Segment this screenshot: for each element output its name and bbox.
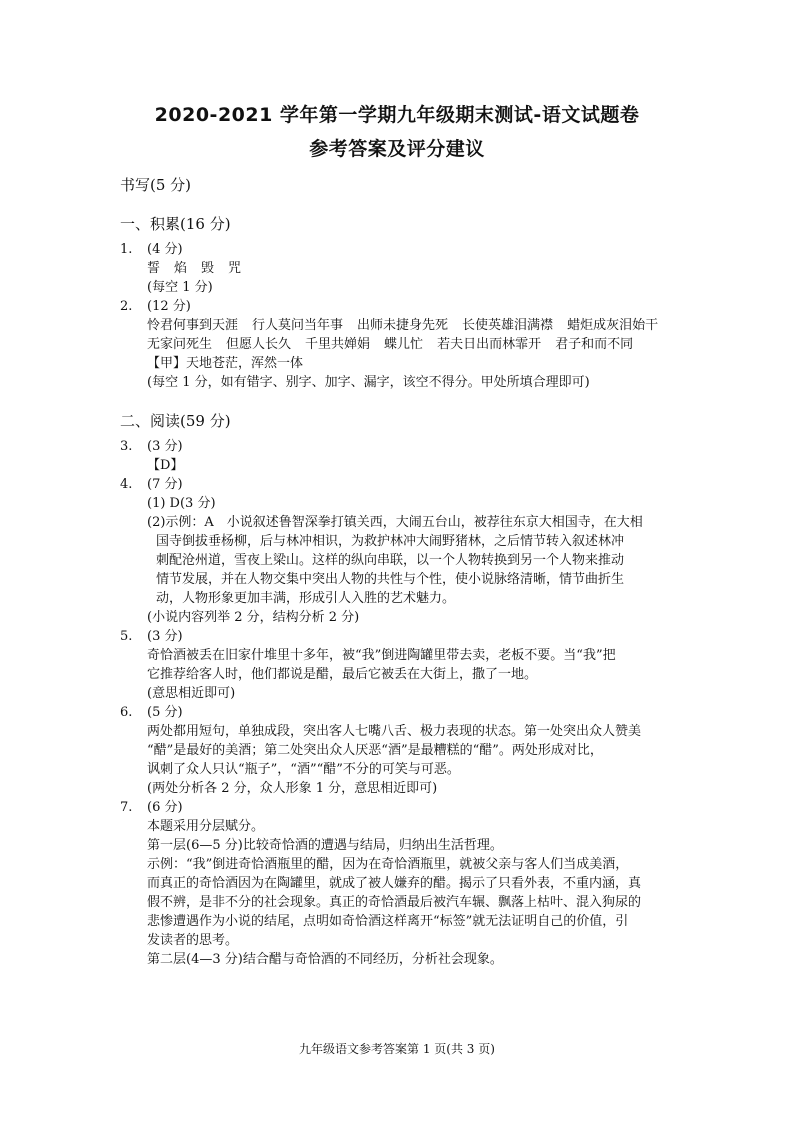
q1-scoring-note: (每空 1 分): [147, 280, 213, 295]
answer-char: 誓: [147, 261, 161, 276]
answer-phrase: 无家问死生: [147, 337, 213, 352]
answer-body: [120, 176, 680, 969]
q2-jia-answer: 【甲】天地苍茫，浑然一体: [147, 356, 304, 371]
q7-answer-line: 本题采用分层赋分。: [147, 819, 265, 834]
answer-char: 焰: [174, 261, 188, 276]
answer-phrase: 君子和而不同: [555, 337, 634, 352]
answer-phrase: 蜡炬成灰泪始干: [567, 318, 659, 333]
q7-answer-line: 而真正的奇恰酒因为在陶罐里，就成了被人嫌弃的醋。揭示了只看外表，不重内涵，真: [147, 876, 642, 891]
answer-char: 咒: [228, 261, 242, 276]
question-number: 3.: [120, 439, 133, 454]
q3-answer: 【D】: [147, 458, 184, 473]
q6-answer-line: 两处都用短句，单独成段，突出客人七嘴八舌、极力表现的状态。第一处突出众人赞美: [147, 724, 642, 739]
q6-answer-line: “醋”是最好的美酒；第二处突出众人厌恶“酒”是最糟糕的“醋”。两处形成对比，: [147, 743, 603, 758]
page-subtitle: 参考答案及评分建议: [309, 138, 485, 160]
answer-phrase: 蝶儿忙: [384, 337, 424, 352]
question-number: 7.: [120, 800, 133, 815]
answer-phrase: 千里共婵娟: [305, 337, 371, 352]
q4-part-2-line: 情节发展，并在人物交集中突出人物的共性与个性，使小说脉络清晰，情节曲折生: [156, 572, 625, 587]
q1-answer-chars: [147, 259, 680, 278]
q7-answer-line: 第一层(6—5 分)比较奇恰酒的遭遇与结局，归纳出生活哲理。: [147, 838, 503, 853]
q6-scoring-note: (两处分析各 2 分，众人形象 1 分，意思相近即可): [147, 781, 438, 796]
question-score: (5 分): [147, 705, 183, 720]
question-number: 6.: [120, 705, 133, 720]
q2-answers-row-1: [147, 316, 680, 335]
q4-part-1: (1) D(3 分): [147, 496, 216, 511]
page-footer: 九年级语文参考答案第 1 页(共 3 页): [299, 1042, 495, 1056]
q4-part-2-line: 国寺倒拔垂杨柳，后与林冲相识，为救护林冲大闹野猪林，之后情节转入叙述林冲: [156, 534, 625, 549]
q7-answer-line: 发读者的思考。: [147, 933, 239, 948]
q6-answer-line: 讽刺了众人只认“瓶子”，“酒”“醋”不分的可笑与可恶。: [147, 762, 460, 777]
question-1: [120, 240, 680, 259]
q2-scoring-note: (每空 1 分，如有错字、别字、加字、漏字，该空不得分。甲处所填合理即可): [147, 375, 590, 390]
question-score: (4 分): [147, 242, 183, 257]
answer-phrase: 怜君何事到天涯: [147, 318, 239, 333]
answer-phrase: 但愿人长久: [226, 337, 292, 352]
question-5: [120, 627, 680, 646]
answer-phrase: 出师未捷身先死: [357, 318, 449, 333]
question-number: 5.: [120, 629, 133, 644]
question-score: (12 分): [147, 299, 191, 314]
q2-answers-row-2: [147, 335, 680, 354]
question-7: [120, 798, 680, 817]
question-number: 1.: [120, 242, 133, 257]
question-number: 2.: [120, 299, 133, 314]
question-score: (3 分): [147, 629, 183, 644]
q4-scoring-note: (小说内容列举 2 分，结构分析 2 分): [147, 610, 360, 625]
question-score: (6 分): [147, 800, 183, 815]
question-3: [120, 437, 680, 456]
q7-answer-line: 第二层(4—3 分)结合醋与奇恰酒的不同经历，分析社会现象。: [147, 952, 503, 967]
answer-phrase: 若夫日出而林霏开: [437, 337, 542, 352]
q7-answer-line: 示例：“我”倒进奇恰酒瓶里的醋，因为在奇恰酒瓶里，就被父亲与客人们当成美酒，: [147, 857, 629, 872]
q7-answer-line: 悲惨遭遇作为小说的结尾，点明如奇恰酒这样离开“标签”就无法证明自己的价值，引: [147, 914, 629, 929]
writing-score: 书写(5 分): [120, 176, 192, 194]
question-score: (3 分): [147, 439, 183, 454]
q4-part-2-line: 刺配沧州道，雪夜上梁山。这样的纵向串联，以一个人物转换到另一个人物来推动: [156, 553, 625, 568]
question-number: 4.: [120, 477, 133, 492]
question-4: [120, 475, 680, 494]
q7-answer-line: 假不辨，是非不分的社会现象。真正的奇恰酒最后被汽车辗、飘落上枯叶、混入狗尿的: [147, 895, 642, 910]
q5-scoring-note: (意思相近即可): [147, 686, 236, 701]
q4-part-2-line: (2)示例：A 小说叙述鲁智深拳打镇关西，大闹五台山，被荐往东京大相国寺，在大相: [147, 515, 643, 530]
question-score: (7 分): [147, 477, 183, 492]
q5-answer-line: 奇恰酒被丢在旧家什堆里十多年，被“我”倒进陶罐里带去卖，老板不要。当“我”把: [147, 648, 616, 663]
answer-phrase: 行人莫问当年事: [252, 318, 344, 333]
answer-char: 毁: [201, 261, 215, 276]
answer-phrase: 长使英雄泪满襟: [462, 318, 554, 333]
question-6: [120, 703, 680, 722]
section-accumulation-heading: 一、积累(16 分): [120, 215, 231, 233]
q4-part-2-line: 动，人物形象更加丰满，形成引人入胜的艺术魅力。: [156, 591, 456, 606]
section-reading-heading: 二、阅读(59 分): [120, 412, 231, 430]
page-title: 2020-2021 学年第一学期九年级期末测试-语文试题卷: [154, 104, 640, 126]
q5-answer-line: 它推荐给客人时，他们都说是醋，最后它被丢在大街上，撒了一地。: [147, 667, 538, 682]
question-2: [120, 297, 680, 316]
